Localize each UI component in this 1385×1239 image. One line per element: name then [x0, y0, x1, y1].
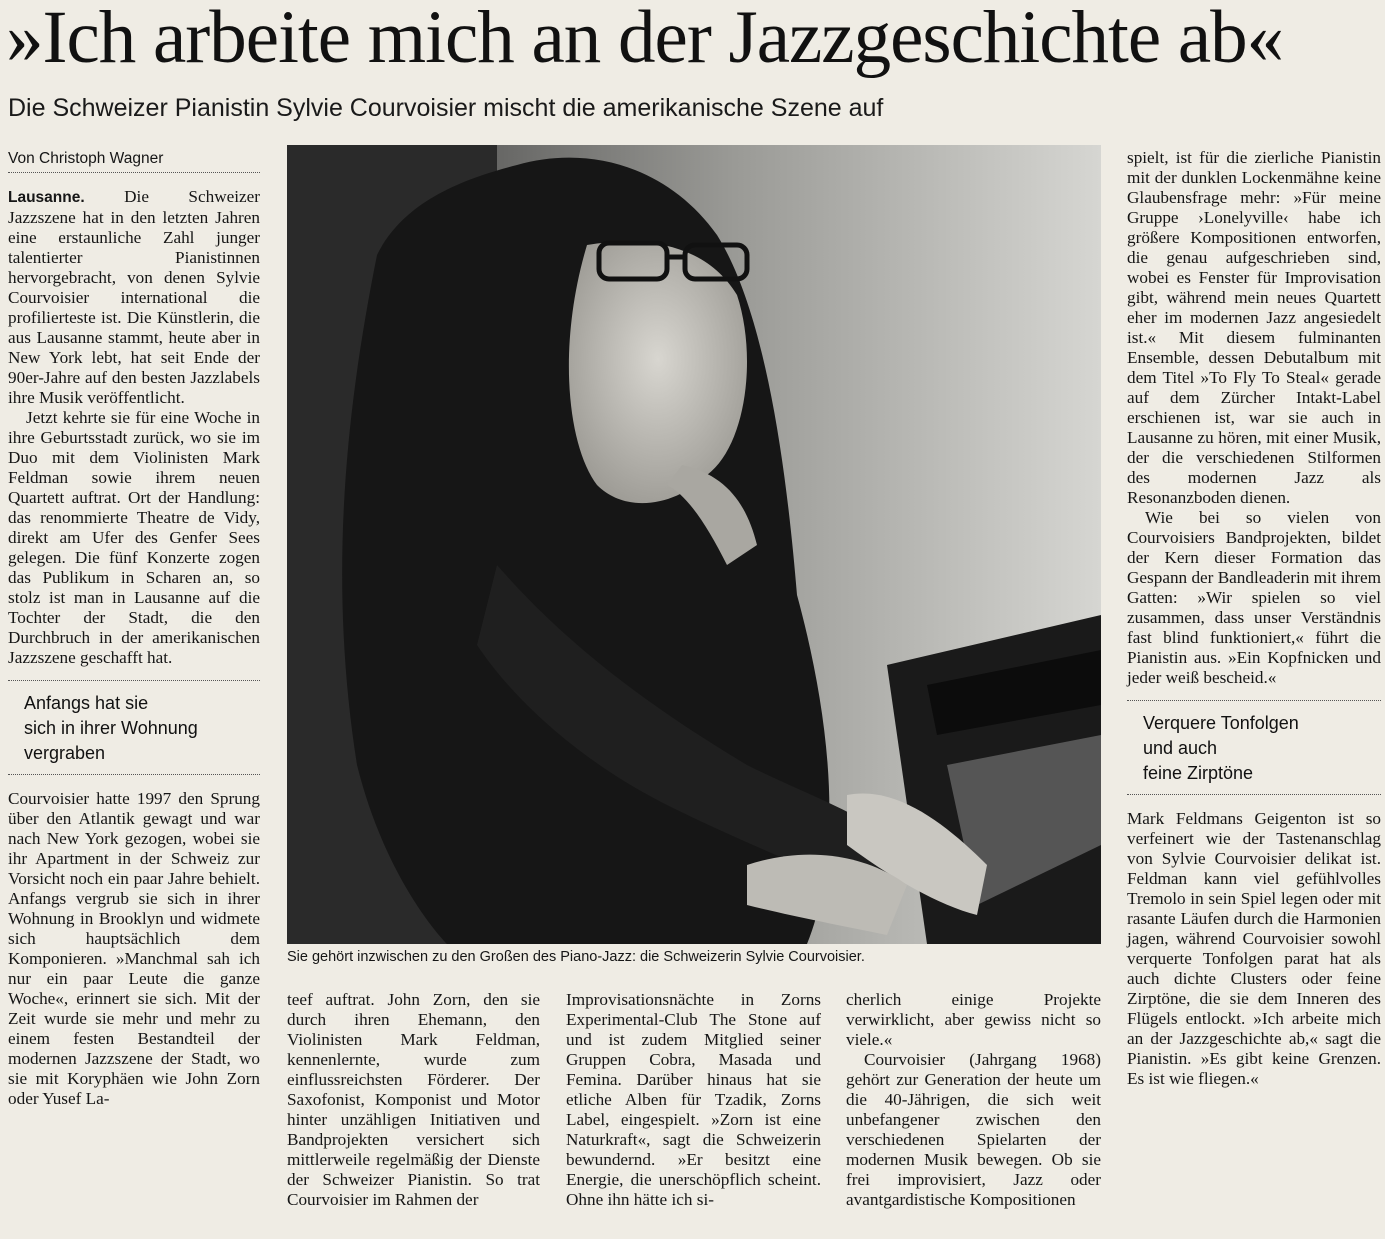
- left-column: [8, 148, 260, 1109]
- subhead-2-line: und auch: [1143, 738, 1218, 758]
- subhead-1-line: Anfangs hat sie: [24, 693, 149, 713]
- section1-col2: teef auftrat. John Zorn, den sie durch ihren Ehemann, den Violinisten Mark Feldman, kennenlernte, wurde zum einflussreichsten Förderer. Der Saxofonist, Komponist und Motor hinter unzähligen Initiativen und Bandprojekten versichert sich mittlerweile regelmäßig der Dienste der Schweizer Pianistin. So trat Courvoisier im Rahmen der: [287, 990, 540, 1209]
- right-col-p3: Mark Feldmans Geigenton ist so verfeinert wie der Tastenanschlag von Sylvie Courvoisier delikat ist. Feldman kann viel gefühlvolles Tremolo in sein Spiel legen oder mit rasante Läufen durch die Harmonien jagen, während Courvoisier sowohl verquerte Tonfolgen parat hat als auch dichte Clusters oder feine Zirptöne, die sie dem Inneren des Flügels entlockt. »Ich arbeite mich an der Jazzgeschichte ab,« sagt die Pianistin. »Es gibt keine Grenzen. Es ist wie fliegen.«: [1127, 809, 1381, 1088]
- pianist-photo-image: [287, 145, 1101, 944]
- section1-col4-p2: Courvoisier (Jahrgang 1968) gehört zur Generation der heute um die 40-Jährigen, die sich weit unbefangener zwischen den verschiedenen Spielarten der modernen Musik bewegen. Ob sie frei improvisiert, Jazz oder avantgardistische Kompositionen: [846, 1050, 1101, 1209]
- subheadline: Die Schweizer Pianistin Sylvie Courvoisier mischt die amerikanische Szene auf: [8, 94, 884, 122]
- subhead-2-line: feine Zirptöne: [1143, 763, 1254, 783]
- section1-col1: Courvoisier hatte 1997 den Sprung über den Atlantik gewagt und war nach New York gezogen, wobei sie ihr Apartment in der Schweiz zur Vorsicht noch ein paar Jahre behielt. Anfangs vergrub sie sich in ihrer Wohnung in Brooklyn und widmete sich hauptsächlich dem Komponieren. »Manchmal sah ich nur ein paar Leute die ganze Woche«, erinnert sie sich. Mit der Zeit wurde sie mehr und mehr zu einem festen Bestandteil der modernen Jazzszene der Stadt, wo sie mit Koryphäen wie John Zorn oder Yusef La-: [8, 789, 260, 1108]
- subhead-2-line: Verquere Tonfolgen: [1143, 713, 1299, 733]
- subhead-1-line: vergraben: [24, 743, 106, 763]
- subhead-2: [1127, 700, 1381, 795]
- intro-paragraph-2: Jetzt kehrte sie für eine Woche in ihre Geburtsstadt zurück, wo sie im Duo mit dem Violinisten Mark Feldman sowie ihrem neuen Quartett auftrat. Ort der Handlung: das renommierte Theatre de Vidy, direkt am Ufer des Genfer Sees gelegen. Die fünf Konzerte zogen das Publikum in Scharen an, so stolz ist man in Lausanne auf die Tochter der Stadt, die den Durchbruch in der amerikanischen Jazzszene geschafft hat.: [8, 408, 260, 667]
- right-col-p2: Wie bei so vielen von Courvoisiers Bandprojekten, bildet der Kern dieser Formation das Gespann der Bandleaderin mit ihrem Gatten: »Wir spielen so viel zusammen, dass unser Verständnis fast blind funktioniert,« führt die Pianistin aus. »Ein Kopfnicken und jeder weiß bescheid.«: [1127, 508, 1381, 687]
- right-column: [1127, 148, 1381, 1089]
- lower-column-2: [287, 990, 540, 1210]
- headline: »Ich arbeite mich an der Jazzgeschichte ab«: [6, 0, 1284, 79]
- byline: Von Christoph Wagner: [8, 148, 260, 173]
- right-col-p1: spielt, ist für die zierliche Pianistin mit der dunklen Lockenmähne keine Glaubensfrage mehr: »Für meine Gruppe ›Lonelyville‹ habe ich größere Kompositionen entworfen, die genau aufgeschrieben sind, wobei es Fenster für Improvisation gibt, während mein neues Quartett eher im modernen Jazz angesiedelt ist.« Mit diesem fulminanten Ensemble, dessen Debutalbum mit dem Titel »To Fly To Steal« gerade auf dem Zürcher Intakt-Label erschienen ist, war sie auch in Lausanne zu hören, mit einer Musik, der die verschiedenen Stilformen des modernen Jazz als Resonanzboden dienen.: [1127, 148, 1381, 507]
- subhead-1: [8, 680, 260, 775]
- intro-paragraph-1-text: Die Schweizer Jazzszene hat in den letzten Jahren eine erstaunliche Zahl junger talentierter Pianistinnen hervorgebracht, von denen Sylvie Courvoisier international die profilierteste ist. Die Künstlerin, die aus Lausanne stammt, heute aber in New York lebt, hat seit Ende der 90er-Jahre auf den besten Jazzlabels ihre Musik veröffentlicht.: [8, 187, 260, 407]
- lower-column-3: [566, 990, 821, 1210]
- subhead-1-line: sich in ihrer Wohnung: [24, 718, 198, 738]
- section1-col4-p1: cherlich einige Projekte verwirklicht, aber gewiss nicht so viele.«: [846, 990, 1101, 1049]
- section1-col3: Improvisationsnächte in Zorns Experimental-Club The Stone auf und ist zudem Mitglied seiner Gruppen Cobra, Masada und Femina. Darüber hinaus hat sie etliche Alben für Tzadik, Zorns Label, eingespielt. »Zorn ist eine Naturkraft«, sagt die Schweizerin bewundernd. »Er besitzt eine Energie, die unerschöpflich scheint. Ohne ihn hätte ich si-: [566, 990, 821, 1209]
- lower-column-4: [846, 990, 1101, 1210]
- photo-caption: Sie gehört inzwischen zu den Großen des Piano-Jazz: die Schweizerin Sylvie Courvoisier.: [287, 949, 865, 965]
- dateline: Lausanne.: [8, 189, 85, 206]
- article-photo: [287, 145, 1101, 944]
- intro-paragraph-1: [8, 187, 260, 408]
